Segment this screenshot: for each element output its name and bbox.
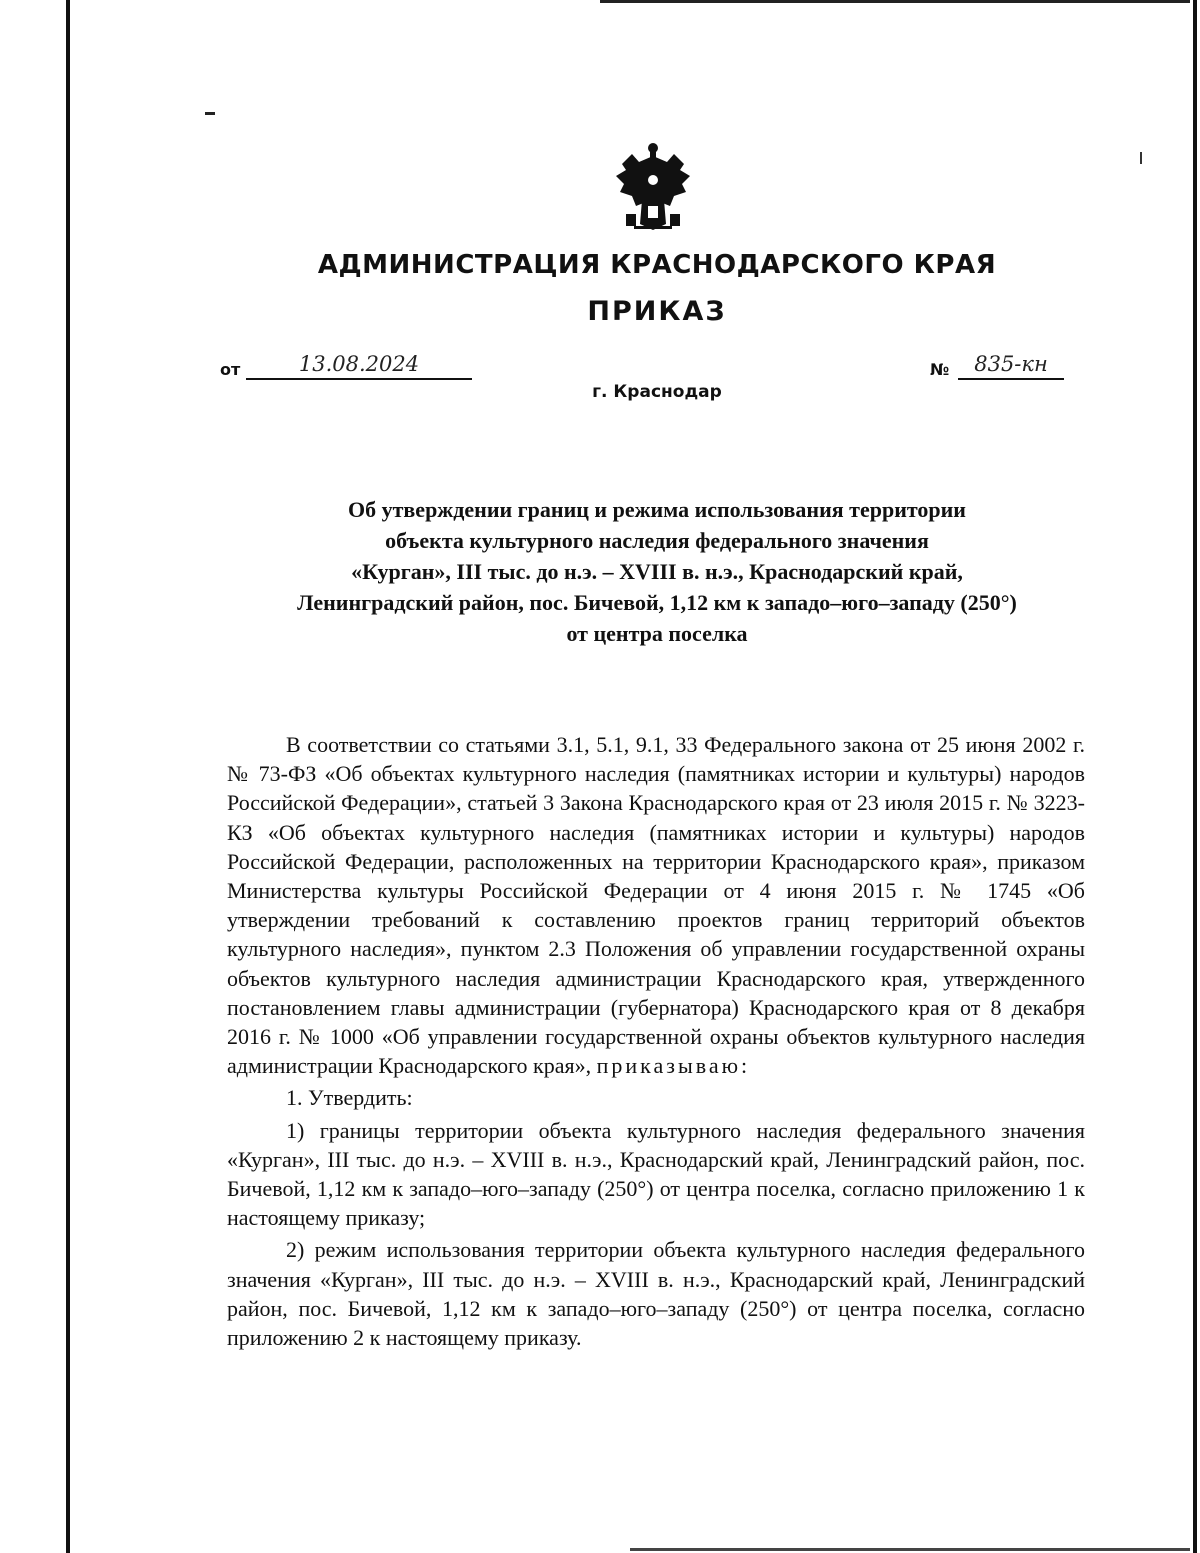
title-line: от центра поселка — [566, 621, 748, 646]
item-1-1: 1) границы территории объекта культурного наследия федерального значения «Курган», III тыс. до н.э. – XVIII в. н.э., Краснодарский край, Ленинградский район, пос. Бичевой, 1,12 км к западо–юго–западу (250°) от центра поселка, согласно приложению 1 к настоящему приказу; — [227, 1117, 1085, 1231]
document-body — [227, 730, 1085, 1355]
scan-border-right — [1193, 0, 1197, 1553]
scan-artifact-dash — [205, 112, 215, 115]
scan-top-line — [600, 0, 1190, 3]
title-line: Об утверждении границ и режима использования территории — [348, 497, 966, 522]
title-line: объекта культурного наследия федерального значения — [385, 528, 929, 553]
organization-title: АДМИНИСТРАЦИЯ КРАСНОДАРСКОГО КРАЯ — [317, 250, 997, 280]
item-1: 1. Утвердить: — [286, 1085, 413, 1111]
date-prefix: от — [220, 360, 241, 379]
title-line: «Курган», III тыс. до н.э. – XVIII в. н.э., Краснодарский край, — [351, 559, 963, 584]
order-word: приказываю: — [596, 1053, 751, 1079]
preamble-paragraph — [227, 730, 1085, 1080]
scan-border-left — [66, 0, 70, 1553]
city-label: г. Краснодар — [592, 382, 722, 402]
scan-artifact-tick — [1140, 152, 1142, 164]
document-type-title: ПРИКАЗ — [587, 296, 727, 327]
preamble-text: В соответствии со статьями 3.1, 5.1, 9.1, 33 Федерального закона от 25 июня 2002 г. № 73-ФЗ «Об объектах культурного наследия (памятниках истории и культуры) народов Российской Федерации», статьей 3 Закона Краснодарского края от 23 июля 2015 г. № 3223-КЗ «Об объектах культурного наследия (памятниках истории и культуры) народов Российской Федерации, расположенных на территории Краснодарского края», приказом Министерства культуры Российской Федерации от 4 июня 2015 г. № 1745 «Об утверждении требований к составлению проектов границ территорий объектов культурного наследия», пунктом 2.3 Положения об управлении государственной охраны объектов культурного наследия администрации Краснодарского края, утвержденного постановлением главы администрации (губернатора) Краснодарского края от 8 декабря 2016 г. № 1000 «Об управлении государственной охраны объектов культурного наследия администрации Краснодарского края», — [227, 732, 1085, 1079]
scan-bottom-line — [630, 1548, 1190, 1551]
number-field: 835-кн — [958, 352, 1064, 380]
document-subject-title — [200, 494, 1114, 649]
item-1-2: 2) режим использования территории объекта культурного наследия федерального значения «Курган», III тыс. до н.э. – XVIII в. н.э., Краснодарский край, Ленинградский район, пос. Бичевой, 1,12 км к западо–юго–западу (250°) от центра поселка, согласно приложению 2 к настоящему приказу. — [227, 1237, 1085, 1351]
number-prefix: № — [930, 360, 950, 379]
date-field: 13.08.2024 — [246, 352, 472, 380]
title-line: Ленинградский район, пос. Бичевой, 1,12 км к западо–юго–западу (250°) — [297, 590, 1017, 615]
coat-of-arms-emblem — [612, 140, 694, 232]
